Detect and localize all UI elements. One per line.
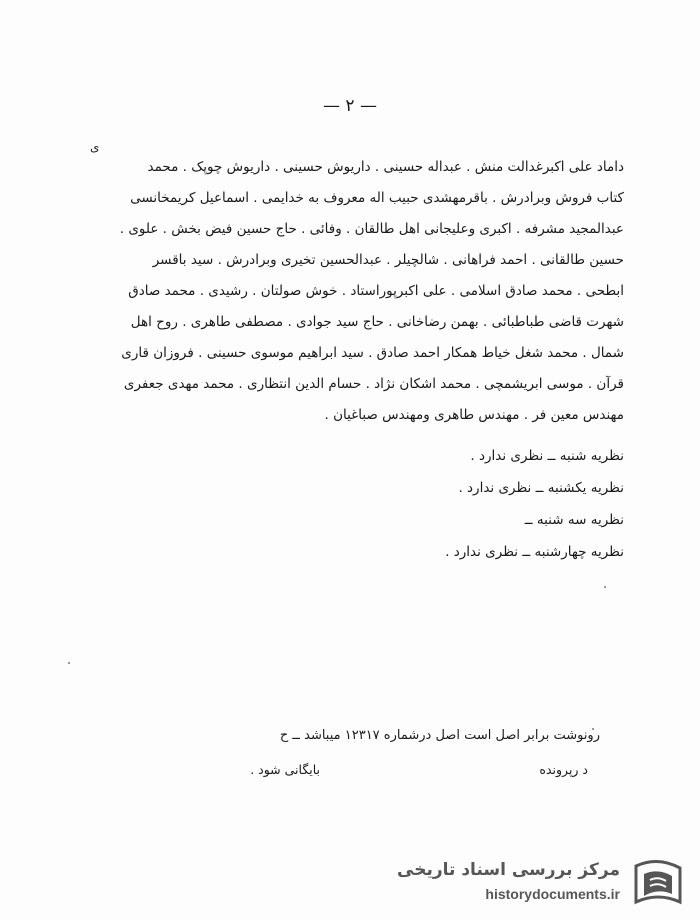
archive-logo-icon — [630, 858, 686, 910]
verdict-sunday: نظریه یکشنبه ــ نظری ندارد . — [458, 480, 624, 496]
verdict-tuesday: نظریه سه شنبه ــ — [524, 512, 624, 528]
body-line: کتاب فروش وبرادرش . باقرمهشدی حبیب اله معروف به خدایمی . اسماعیل کریمخانسی — [130, 190, 624, 206]
margin-mark: ی — [90, 140, 100, 154]
body-line: داماد علی اکبرغدالت منش . عبداله حسینی . داریوش حسینی . داریوش چوپک . محمد — [147, 159, 624, 175]
body-line: حسین طالقانی . احمد فراهانی . شالچیلر . عبدالحسین تخیری وبرادرش . سید باقسر — [152, 252, 624, 268]
verdict-list — [204, 440, 624, 568]
copy-certification-note: رونوشت برابر اصل است اصل درشماره ۱۲۳۱۷ میباشد ــ ح — [279, 728, 600, 743]
body-line: شمال . محمد شغل خیاط همکار احمد صادق . سید ابراهیم موسوی حسینی . فروزان قاری — [121, 345, 624, 361]
body-line: عبدالمجید مشرفه . اکبری وعلیجانی اهل طالقان . وفائی . حاج حسین فیض بخش . علوی . — [119, 221, 624, 237]
body-line: قرآن . موسی ابریشمچی . محمد اشکان نژاد . حسام الدین انتظاری . محمد مهدی جعفری — [123, 376, 624, 392]
verdict-wednesday: نظریه چهارشنبه ــ نظری ندارد . — [445, 544, 624, 560]
verdict-saturday: نظریه شنبه ــ نظری ندارد . — [470, 448, 624, 464]
scan-speck — [604, 586, 606, 588]
body-line: مهندس معین فر . مهندس طاهری ومهندس صباغیان . — [324, 407, 624, 423]
file-note: د رپرونده — [539, 762, 588, 777]
watermark-url: historydocuments.ir — [485, 886, 620, 902]
body-line: شهرت قاضی طباطبائی . بهمن رضاخانی . حاج سید جوادی . مصطفی طاهری . روح اهل — [130, 314, 624, 330]
page-number: — ۲ — — [323, 96, 377, 116]
body-line: ابطحی . محمد صادق اسلامی . علی اکبرپوراستاد . خوش صولتان . رشیدی . محمد صادق — [128, 283, 624, 299]
watermark — [397, 858, 690, 912]
scan-speck — [68, 662, 70, 664]
watermark-title: مرکز بررسی اسناد تاریخی — [397, 860, 620, 880]
name-list-paragraph — [88, 152, 624, 431]
archive-note: بایگانی شود . — [250, 762, 320, 777]
